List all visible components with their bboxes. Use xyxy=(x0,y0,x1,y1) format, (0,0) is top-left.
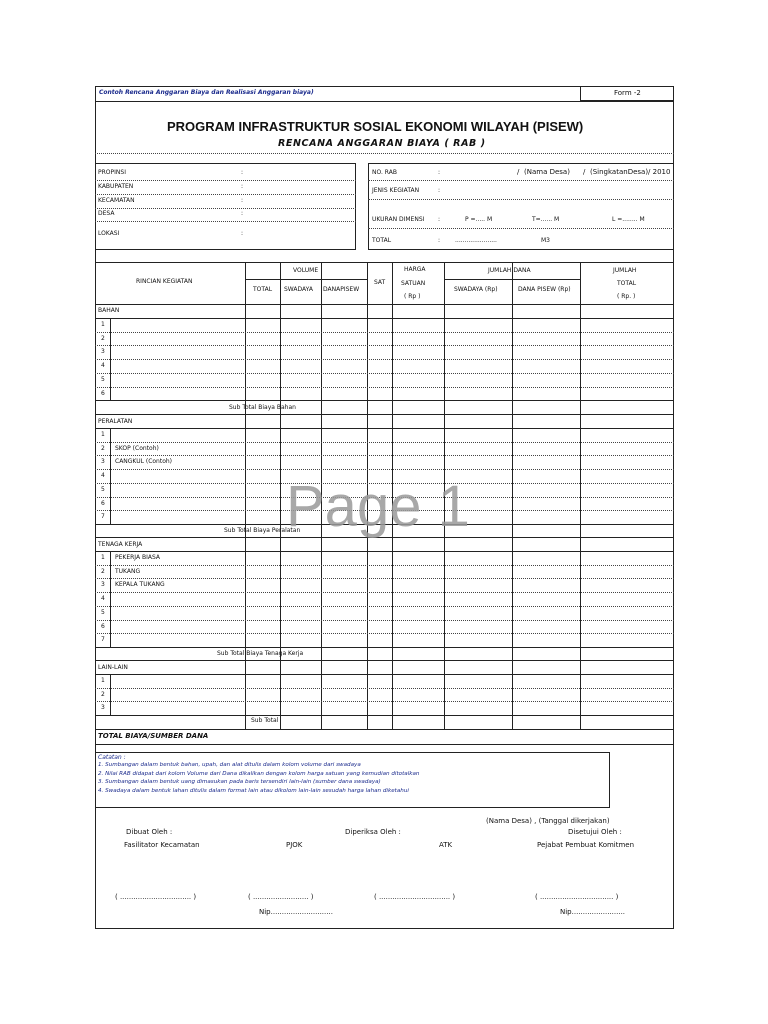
no-rab-slash-1: / xyxy=(517,168,520,176)
grid-line xyxy=(95,744,674,745)
total-unit: M3 xyxy=(541,237,550,244)
identity-left-box xyxy=(95,163,356,250)
grid-line xyxy=(95,715,674,716)
row-item: CANGKUL (Contoh) xyxy=(115,458,173,465)
no-rab-desa: (Nama Desa) xyxy=(524,168,570,176)
signature-line-2: ( ......................... ) xyxy=(248,893,314,901)
subtotal-peralatan: Sub Total Biaya Peralatan xyxy=(224,527,301,534)
ukuran-dimensi-colon: : xyxy=(438,216,441,223)
identity-colon: : xyxy=(241,183,244,190)
grid-line xyxy=(95,633,674,634)
form-number: Form -2 xyxy=(614,89,641,97)
grid-line xyxy=(95,578,674,579)
section-tenaga-title: TENAGA KERJA xyxy=(98,541,143,548)
grid-line xyxy=(95,400,674,401)
grid-line xyxy=(95,332,674,333)
grid-line xyxy=(95,701,674,702)
header-jumlah-1: JUMLAH xyxy=(613,267,637,274)
total-colon: : xyxy=(438,237,441,244)
dibuat-oleh: Dibuat Oleh : xyxy=(126,828,173,836)
place-date: (Nama Desa) , (Tanggal dikerjakan) xyxy=(486,817,610,825)
row-number: 2 xyxy=(101,445,105,452)
no-rab-label: NO. RAB xyxy=(372,169,397,176)
total-label: TOTAL xyxy=(372,237,392,244)
grand-total-label: TOTAL BIAYA/SUMBER DANA xyxy=(98,732,209,740)
page-watermark: Page 1 xyxy=(286,474,470,539)
dimension-p: P =..... M xyxy=(465,216,493,223)
header-vol-danapisew: DANAPISEW xyxy=(323,286,360,293)
form-caption: Contoh Rencana Anggaran Biaya dan Realisasi Anggaran biaya) xyxy=(99,89,314,96)
note-line: 2. Nilai RAB didapat dari kolom Volume dari Dana dikalikan dengan kolom harga satuan yang kemudian ditotalkan xyxy=(98,770,420,777)
row-item: SKOP (Contoh) xyxy=(115,445,159,452)
identity-label: KECAMATAN xyxy=(98,197,135,204)
identity-colon: : xyxy=(241,230,244,237)
note-line: 3. Sumbangan dalam bentuk uang dimasukan pada baris tersendiri lain-lain (sumber dana swadaya) xyxy=(98,779,381,785)
pejabat-pembuat-komitmen: Pejabat Pembuat Komitmen xyxy=(537,841,635,849)
identity-colon: : xyxy=(241,169,244,176)
grid-line xyxy=(95,387,674,388)
subtotal-bahan: Sub Total Biaya Bahan xyxy=(229,404,296,411)
identity-label: DESA xyxy=(98,210,115,217)
row-number: 5 xyxy=(101,609,105,616)
jenis-kegiatan-colon: : xyxy=(438,187,441,194)
grid-line xyxy=(95,565,674,566)
atk: ATK xyxy=(439,841,453,849)
row-item: KEPALA TUKANG xyxy=(115,581,165,588)
signature-line-3: ( ................................ ) xyxy=(374,893,456,901)
signature-line-4: ( ................................. ) xyxy=(535,893,619,901)
ukuran-dimensi-label: UKURAN DIMENSI xyxy=(372,216,425,223)
row-number: 5 xyxy=(101,486,105,493)
total-value: ...................... xyxy=(455,237,497,244)
grid-line xyxy=(95,414,674,415)
row-number: 6 xyxy=(101,623,105,630)
no-rab-colon: : xyxy=(438,169,441,176)
grid-line xyxy=(95,428,674,429)
identity-label: KABUPATEN xyxy=(98,183,134,190)
header-harga-2: SATUAN xyxy=(401,280,426,287)
row-number: 3 xyxy=(101,581,105,588)
row-number: 4 xyxy=(101,362,105,369)
grid-line xyxy=(95,688,674,689)
grid-line xyxy=(95,373,674,374)
header-jumlah-3: ( Rp. ) xyxy=(617,293,636,300)
note-line: 1. Sumbangan dalam bentuk bahan, upah, dan alat ditulis dalam kolom volume dari swadaya xyxy=(98,762,361,768)
header-jumlah-dana: JUMLAH DANA xyxy=(488,267,531,274)
identity-colon: : xyxy=(241,197,244,204)
signature-line-1: ( ................................ ) xyxy=(115,893,197,901)
row-item: PEKERJA BIASA xyxy=(115,554,160,561)
row-number: 7 xyxy=(101,636,105,643)
row-number: 4 xyxy=(101,595,105,602)
header-harga-1: HARGA xyxy=(404,266,426,273)
section-lain-title: LAIN-LAIN xyxy=(98,664,128,671)
row-number: 1 xyxy=(101,431,105,438)
identity-colon: : xyxy=(241,210,244,217)
nip-2: Nip........................ xyxy=(560,908,626,916)
row-number: 3 xyxy=(101,704,105,711)
row-number: 1 xyxy=(101,554,105,561)
no-rab-slash-2: / xyxy=(583,168,586,176)
identity-divider xyxy=(95,180,356,181)
nip-1: Nip............................ xyxy=(259,908,333,916)
header-harga-3: ( Rp ) xyxy=(404,293,421,300)
grid-line xyxy=(95,606,674,607)
pjok: PJOK xyxy=(286,841,303,849)
identity-divider xyxy=(95,221,356,222)
row-number: 5 xyxy=(101,376,105,383)
header-rincian: RINCIAN KEGIATAN xyxy=(136,278,193,285)
grid-line xyxy=(95,660,674,661)
row-number: 4 xyxy=(101,472,105,479)
grid-line xyxy=(95,647,674,648)
page-title: PROGRAM INFRASTRUKTUR SOSIAL EKONOMI WILAYAH (PISEW) xyxy=(167,119,584,134)
grid-line xyxy=(95,262,674,263)
jenis-kegiatan-label: JENIS KEGIATAN xyxy=(372,187,420,194)
grid-line xyxy=(95,674,674,675)
grid-line xyxy=(95,318,674,319)
row-number: 7 xyxy=(101,513,105,520)
row-number: 3 xyxy=(101,458,105,465)
grid-line xyxy=(95,469,674,470)
row-number: 6 xyxy=(101,500,105,507)
dimension-t: T=...... M xyxy=(532,216,560,223)
row-number: 2 xyxy=(101,691,105,698)
grid-line xyxy=(95,592,674,593)
grid-line xyxy=(95,620,674,621)
row-number: 1 xyxy=(101,321,105,328)
grid-line xyxy=(95,304,674,305)
identity-divider xyxy=(95,194,356,195)
section-peralatan-title: PERALATAN xyxy=(98,418,133,425)
grid-line xyxy=(95,345,674,346)
identity-right-box xyxy=(368,163,674,250)
header-vol-swadaya: SWADAYA xyxy=(284,286,313,293)
grid-line xyxy=(245,279,367,280)
note-line: 4. Swadaya dalam bentuk lahan ditulis dalam format lain atau dikolom lain-lain sesudah harga lahan diketahui xyxy=(98,787,409,794)
row-number: 2 xyxy=(101,568,105,575)
grid-line xyxy=(110,674,111,715)
header-volume: VOLUME xyxy=(293,267,319,274)
grid-line xyxy=(95,455,674,456)
header-jd-pisew: DANA PISEW (Rp) xyxy=(518,286,571,293)
grid-line xyxy=(95,551,674,552)
identity-label: PROPINSI xyxy=(98,169,126,176)
row-number: 3 xyxy=(101,348,105,355)
header-vol-total: TOTAL xyxy=(253,286,273,293)
page-subtitle: RENCANA ANGGARAN BIAYA ( RAB ) xyxy=(278,138,486,149)
fasilitator-kecamatan: Fasilitator Kecamatan xyxy=(124,841,200,849)
identity-divider xyxy=(95,208,356,209)
dimension-l: L =........ M xyxy=(612,216,645,223)
row-number: 1 xyxy=(101,677,105,684)
row-item: TUKANG xyxy=(115,568,141,575)
header-jd-swadaya: SWADAYA (Rp) xyxy=(454,286,498,293)
notes-title: Catatan : xyxy=(98,754,126,761)
header-sat: SAT xyxy=(374,279,386,286)
section-bahan-title: BAHAN xyxy=(98,307,120,314)
header-jumlah-2: TOTAL xyxy=(617,280,637,287)
row-number: 2 xyxy=(101,335,105,342)
subtotal-tenaga: Sub Total Biaya Tenaga Kerja xyxy=(217,650,304,657)
disetujui-oleh: Disetujui Oleh : xyxy=(568,828,622,836)
identity-label: LOKASI xyxy=(98,230,120,237)
subtotal-lain: Sub Total xyxy=(251,717,279,724)
grid-line xyxy=(95,359,674,360)
row-number: 6 xyxy=(101,390,105,397)
no-rab-singkatan: (SingkatanDesa)/ 2010 xyxy=(590,168,671,176)
grid-line xyxy=(95,442,674,443)
diperiksa-oleh: Diperiksa Oleh : xyxy=(345,828,401,836)
grid-line xyxy=(95,729,674,730)
